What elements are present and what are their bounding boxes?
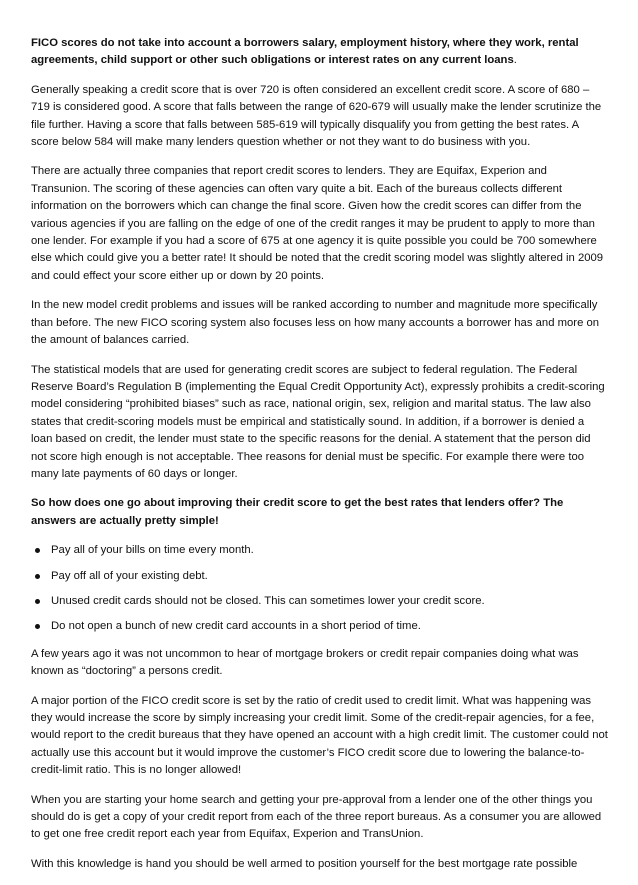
regulation-paragraph: The statistical models that are used for generating credit scores are subject to federal regulation. The Federal Reserve Board’s Regulation B (implementing the Equal Credit Opportunity Act), expressly prohibits a credit-scoring model considering “prohibited biases” such as race, national origin, sex, religion and marital status. The law also states that credit-scoring models must be empirical and statistically sound. In addition, if a borrower is denied a loan based on credit, the lender must state to the specific reasons for the denial. A statement that the person did not score high enough is not acceptable. Thee reasons for denial must be specific. For example there were too many late payments of 60 days or longer. [31,363,605,480]
credit-limit-ratio-paragraph: A major portion of the FICO credit score is set by the ratio of credit used to credit limit. What was happening was they would increase the score by simply increasing your credit limit. Some of the credit-repair agencies, for a fee, would report to the credit bureaus that they have opened an account with a high credit limit. The customer could not actually use this account but it would improve the customer’s FICO credit score due to lowering the balance-to-credit-limit ratio. This is no longer allowed! [31,694,608,777]
intro-tail: . [513,54,517,67]
bullet-icon [35,599,40,604]
list-item [31,618,608,635]
improvement-question: So how does one go about improving their credit score to get the best rates that lenders offer? The answers are actually pretty simple! [31,497,564,527]
list-item [31,593,608,610]
tip-text: Unused credit cards should not be closed. This can sometimes lower your credit score. [51,594,485,607]
intro-bold-text: FICO scores do not take into account a borrowers salary, employment history, where they work, rental agreements, child support or other such obligations or interest rates on any current loans [31,37,579,67]
credit-report-paragraph: When you are starting your home search and getting your pre-approval from a lender one of the other things you should do is get a copy of your credit report from each of the three report bureaus. As a consumer you are allowed to get one free credit report each year from Equifax, Experion and TransUnion. [31,793,602,841]
closing-paragraph: With this knowledge is hand you should be well armed to position yourself for the best mortgage rate possible [31,857,578,870]
doctoring-paragraph: A few years ago it was not uncommon to hear of mortgage brokers or credit repair companies doing what was known as “doctoring” a persons credit. [31,647,579,678]
intro-paragraph [31,35,608,70]
list-item [31,568,608,585]
tips-list [31,542,608,636]
list-item [31,542,608,559]
tip-text: Pay off all of your existing debt. [51,569,208,582]
new-model-paragraph: In the new model credit problems and issues will be ranked according to number and magnitude more specifically than before. The new FICO scoring system also focuses less on how many accounts a borrower has and more on the amount of balances carried. [31,299,600,347]
credit-bureaus-paragraph: There are actually three companies that report credit scores to lenders. They are Equifax, Experion and Transunion. The scoring of these agencies can often vary quite a bit. Each of the bureaus collects different information on the borrowers which can change the final score. Given how the credit scores can differ from the various agencies if you are falling on the edge of one of the credit ranges it may be prudent to apply to more than one lender. For example if you had a score of 675 at one agency it is quite possible you could be 700 somewhere else which could give you a better rate! It should be noted that the credit scoring model was slightly altered in 2009 and could effect your score either up or down by 20 points. [31,165,604,282]
bullet-icon [35,574,40,579]
bullet-icon [35,624,40,629]
bullet-icon [35,548,40,553]
tip-text: Do not open a bunch of new credit card accounts in a short period of time. [51,620,421,633]
credit-score-ranges-paragraph: Generally speaking a credit score that is over 720 is often considered an excellent credit score. A score of 680 – 719 is considered good. A score that falls between the range of 620-679 will usually make the lender scrutinize the file further. Having a score that falls between 585-619 will typically disqualify you from getting the best rates. A score below 584 will make many lenders question whether or not they want to do business with you. [31,83,602,149]
tip-text: Pay all of your bills on time every month. [51,544,254,557]
document-page [31,35,608,885]
